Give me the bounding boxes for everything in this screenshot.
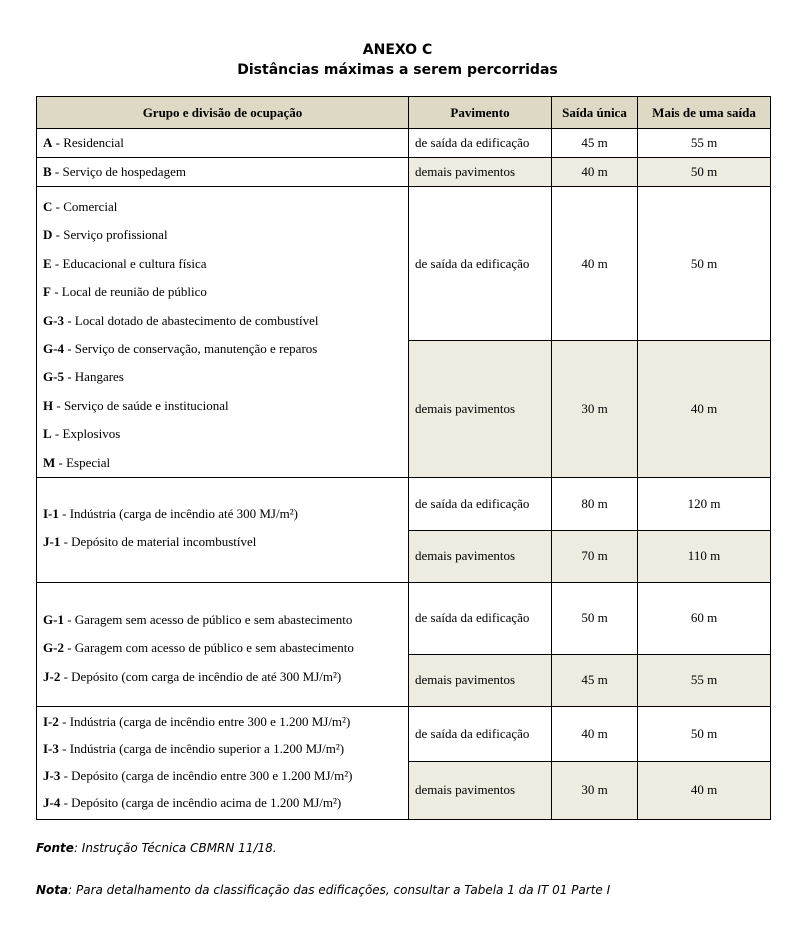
single-exit-cell: 40 m: [552, 706, 638, 761]
source-text: : Instrução Técnica CBMRN 11/18.: [73, 841, 277, 855]
multiple-exits-cell: 40 m: [638, 761, 771, 819]
list-item: I-3 - Indústria (carga de incêndio superior a 1.200 MJ/m²): [43, 740, 345, 756]
multiple-exits-cell: 40 m: [638, 341, 771, 478]
multiple-exits-cell: 110 m: [638, 530, 771, 582]
list-item: L - Explosivos: [43, 426, 121, 442]
single-exit-cell: 40 m: [552, 158, 638, 187]
source-label: Fonte: [36, 841, 74, 855]
floor-cell: demais pavimentos: [409, 654, 552, 706]
floor-cell: demais pavimentos: [409, 341, 552, 478]
single-exit-cell: 50 m: [552, 582, 638, 654]
table-row: [37, 706, 771, 761]
group-cell: A - Residencial: [37, 129, 409, 158]
single-exit-cell: 70 m: [552, 530, 638, 582]
list-item: G-5 - Hangares: [43, 369, 124, 385]
list-item: C - Comercial: [43, 199, 118, 214]
single-exit-cell: 30 m: [552, 761, 638, 819]
list-item: F - Local de reunião de público: [43, 284, 207, 300]
multiple-exits-cell: 50 m: [638, 706, 771, 761]
table-row: [37, 158, 771, 187]
floor-cell: de saída da edificação: [409, 477, 552, 530]
list-item: J-2 - Depósito (com carga de incêndio de até 300 MJ/m²): [43, 668, 342, 684]
list-item: J-1 - Depósito de material incombustível: [43, 534, 257, 550]
group-cell: [37, 706, 409, 819]
floor-cell: demais pavimentos: [409, 530, 552, 582]
remark-note: [36, 883, 610, 897]
list-item: G-1 - Garagem sem acesso de público e sem abastecimento: [43, 611, 353, 627]
single-exit-cell: 45 m: [552, 129, 638, 158]
note-label: Nota: [36, 883, 69, 897]
header-single-exit: Saída única: [552, 97, 638, 129]
distances-table: [36, 96, 771, 820]
table-row: [37, 129, 771, 158]
floor-cell: de saída da edificação: [409, 582, 552, 654]
floor-cell: demais pavimentos: [409, 158, 552, 187]
list-item: G-2 - Garagem com acesso de público e sem abastecimento: [43, 640, 354, 656]
floor-cell: de saída da edificação: [409, 706, 552, 761]
single-exit-cell: 30 m: [552, 341, 638, 478]
list-item: J-3 - Depósito (carga de incêndio entre 300 e 1.200 MJ/m²): [43, 767, 353, 783]
list-item: M - Especial: [43, 454, 111, 470]
header-multiple-exits: Mais de uma saída: [638, 97, 771, 129]
annex-title: ANEXO C: [362, 42, 433, 58]
header-group: Grupo e divisão de ocupação: [37, 97, 409, 129]
floor-cell: de saída da edificação: [409, 129, 552, 158]
multiple-exits-cell: 50 m: [638, 158, 771, 187]
multiple-exits-cell: 55 m: [638, 129, 771, 158]
multiple-exits-cell: 55 m: [638, 654, 771, 706]
single-exit-cell: 80 m: [552, 477, 638, 530]
table-header-row: [37, 97, 771, 129]
floor-cell: demais pavimentos: [409, 761, 552, 819]
list-item: E - Educacional e cultura física: [43, 255, 207, 271]
group-cell: [37, 477, 409, 582]
source-note: [36, 841, 277, 855]
multiple-exits-cell: 50 m: [638, 187, 771, 341]
list-item: I-2 - Indústria (carga de incêndio entre 300 e 1.200 MJ/m²): [43, 713, 351, 729]
floor-cell: de saída da edificação: [409, 187, 552, 341]
list-item: G-4 - Serviço de conservação, manutenção e reparos: [43, 340, 318, 356]
list-item: J-4 - Depósito (carga de incêndio acima de 1.200 MJ/m²): [43, 794, 342, 810]
single-exit-cell: 40 m: [552, 187, 638, 341]
table-row: [37, 582, 771, 654]
annex-subtitle: Distâncias máximas a serem percorridas: [237, 62, 558, 78]
note-text: : Para detalhamento da classificação das edificações, consultar a Tabela 1 da IT 01 Parte I: [68, 883, 611, 897]
group-cell: [37, 582, 409, 706]
multiple-exits-cell: 120 m: [638, 477, 771, 530]
list-item: D - Serviço profissional: [43, 227, 168, 243]
group-cell: B - Serviço de hospedagem: [37, 158, 409, 187]
list-item: G-3 - Local dotado de abastecimento de combustível: [43, 312, 319, 328]
multiple-exits-cell: 60 m: [638, 582, 771, 654]
header-floor: Pavimento: [409, 97, 552, 129]
list-item: H - Serviço de saúde e institucional: [43, 397, 229, 413]
list-item: I-1 - Indústria (carga de incêndio até 300 MJ/m²): [43, 505, 298, 521]
single-exit-cell: 45 m: [552, 654, 638, 706]
table-row: [37, 477, 771, 530]
group-cell: [37, 187, 409, 478]
table-row: [37, 187, 771, 341]
